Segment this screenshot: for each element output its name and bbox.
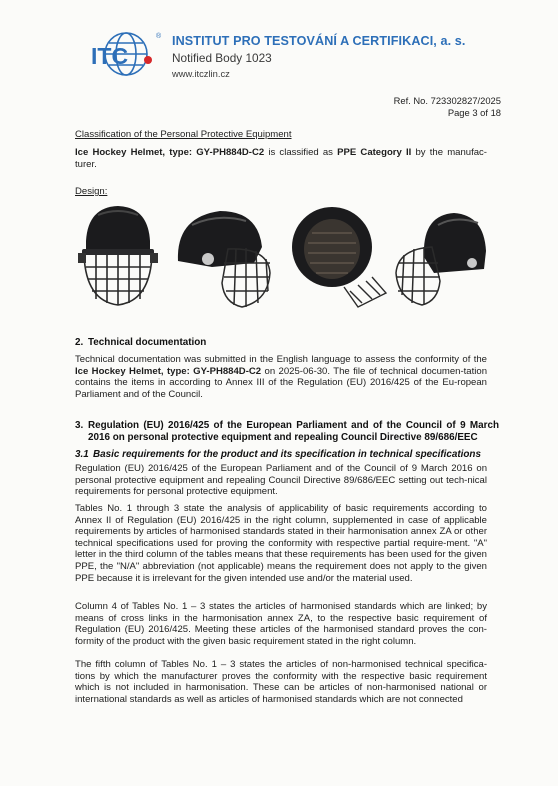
helmet-side-image (172, 203, 274, 311)
page-number: Page 3 of 18 (447, 106, 501, 118)
classification-heading: Classification of the Personal Protective Equipment (75, 129, 292, 140)
institute-name: INSTITUT PRO TESTOVÁNÍ A CERTIFIKACI, a. s. (172, 34, 466, 48)
section-3-heading (75, 420, 499, 444)
section-3-title: Regulation (EU) 2016/425 of the European Parliament and of the Council of 9 March 2016 on personal protective equipment and repealing Council Directive 89/686/EEC (88, 420, 499, 443)
classification-paragraph (75, 147, 487, 170)
design-photos (76, 203, 488, 313)
product-name: Ice Hockey Helmet, type: GY-PH884D-C2 (75, 147, 265, 158)
paragraph-column-4: Column 4 of Tables No. 1 – 3 states the articles of harmonised standards which are linked; by means of cross links in the harmonisation annex ZA, to the respective basic requirement of Regulation (EU) 2016/425. Meeting these articles of the harmonised standard proves the con-formity of the product with the given basic requirement stated in the right column. (75, 601, 487, 647)
classification-text-mid: is classified as (264, 147, 338, 158)
ref-number: Ref. No. 723302827/2025 (393, 95, 501, 106)
section-2-text-2: on 2025-06-30. The file of technical documen-tation contains the items in according to Annex III of the Regulation (EU) 2016/425 of the Eu-ropean Parliament and of the Council. (75, 365, 487, 400)
section-2-product-name: Ice Hockey Helmet, type: GY-PH884D-C2 (75, 365, 262, 377)
svg-text:ITC: ITC (91, 43, 129, 69)
svg-text:®: ® (156, 33, 162, 40)
classification-text-end: by the manufac-turer. (75, 147, 487, 170)
section-2-paragraph (75, 354, 487, 400)
paragraph-column-5: The fifth column of Tables No. 1 – 3 states the articles of non-harmonised technical specifica-tions by which the manufacturer proves the conformity with the respective basic requirement which is not included in harmonisation. These can be articles of non-harmonised national or international standards as well as articles of harmonised standards which are not connected (75, 659, 487, 705)
section-2-text-1: Technical documentation was submitted in the English language to assess the conformity of the (75, 354, 487, 365)
section-3-1-title: Basic requirements for the product and its specification in technical specifications (93, 449, 481, 460)
section-3-number: 3. (75, 420, 84, 431)
paragraph-tables-applicability: Tables No. 1 through 3 state the analysis of applicability of basic requirements according to Annex II of Regulation (EU) 2016/425 in the right column, supplemented in case of applicable requirements by articles of harmonised standards stated in their harmonisation annex ZA or other technical specifications used for proving the conformity with respective partial require-ment. "A" letter in the third column of the tables means that these requirements has been used for the given PPE, the "N/A" abbreviation (not applicable) means the requirement does not apply to the given PPE because it is irrelevant for the given intended use and/or the material used. (75, 503, 487, 584)
paragraph-regulation: Regulation (EU) 2016/425 of the European Parliament and of the Council of 9 March 2016 on personal protective equipment and repealing Council Directive 89/686/EEC setting out tech-nical requirements for personal protective equipment. (75, 463, 487, 498)
helmet-side-rear-image (394, 203, 488, 311)
notified-body: Notified Body 1023 (172, 51, 272, 65)
design-heading: Design: (75, 186, 108, 197)
section-3-1-heading (75, 449, 481, 460)
itc-logo (86, 30, 166, 78)
reference-block (394, 95, 501, 118)
section-3-1-number: 3.1 (75, 449, 89, 460)
section-2-heading (75, 337, 206, 348)
helmet-inside-image (288, 203, 388, 311)
section-2-title: Technical documentation (88, 337, 207, 348)
section-2-number: 2. (75, 337, 84, 348)
helmet-front-image (76, 203, 160, 311)
website: www.itczlin.cz (172, 68, 230, 79)
ppe-category: PPE Category II (337, 147, 412, 158)
